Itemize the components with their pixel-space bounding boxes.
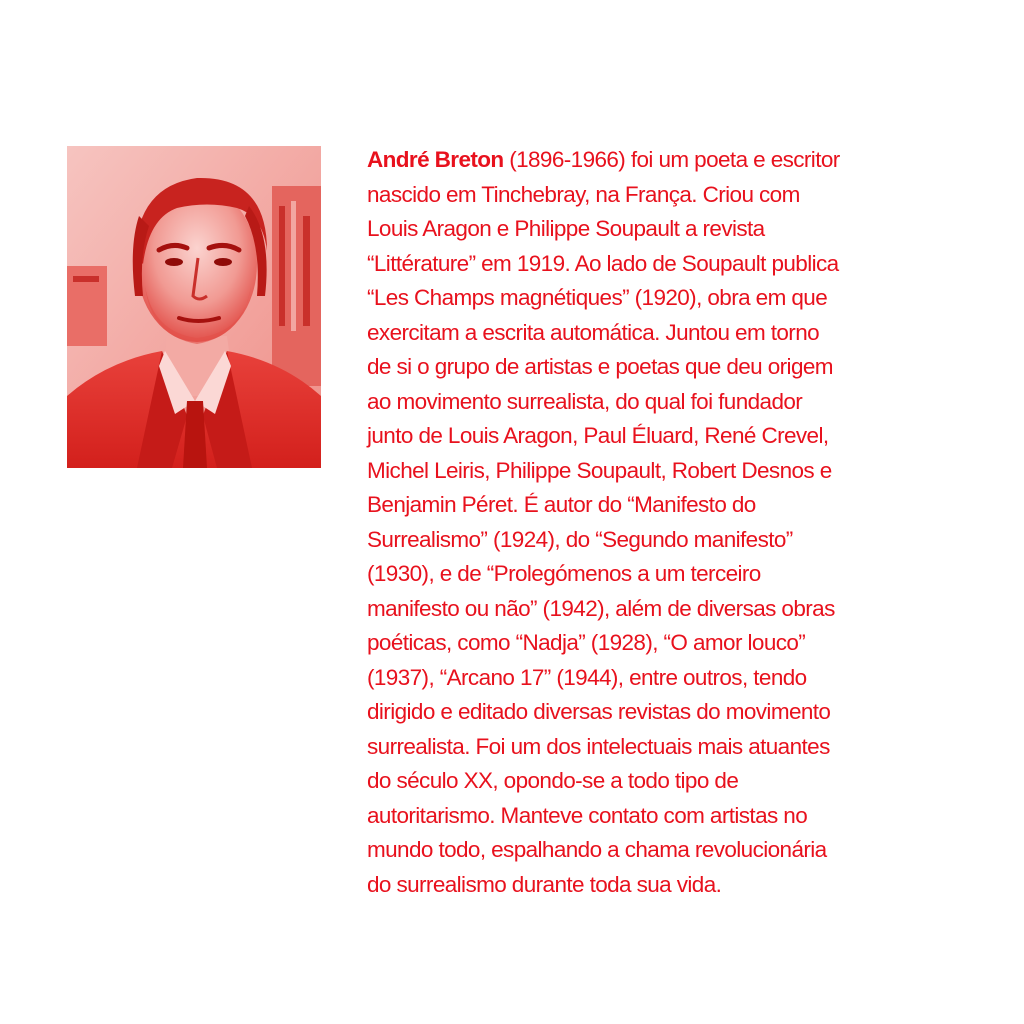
bio-line: do século XX, opondo-se a todo tipo de: [367, 768, 739, 793]
bio-line: Surrealismo” (1924), do “Segundo manifesto”: [367, 526, 793, 552]
bio-line: de si o grupo de artistas e poetas que deu origem: [367, 354, 833, 379]
bio-line: nascido em Tinchebray, na França. Criou com: [367, 181, 800, 207]
bio-line: exercitam a escrita automática. Juntou em torno: [367, 319, 820, 345]
bio-line: (1937), “Arcano 17” (1944), entre outros, tendo: [367, 664, 807, 690]
bio-line: “Les Champs magnétiques” (1920), obra em que: [367, 285, 828, 310]
bio-line: autoritarismo. Manteve contato com artistas no: [367, 802, 808, 828]
bio-line: do surrealismo durante toda sua vida.: [367, 871, 722, 897]
biography-text: [367, 143, 967, 902]
bio-line: dirigido e editado diversas revistas do movimento: [367, 699, 831, 724]
bio-line: (1930), e de “Prolegómenos a um terceiro: [367, 561, 761, 586]
portrait-illustration: [67, 146, 321, 468]
bio-line: surrealista. Foi um dos intelectuais mais atuantes: [367, 733, 830, 759]
bio-line: junto de Louis Aragon, Paul Éluard, René Crevel,: [367, 423, 829, 448]
portrait-photo: [67, 146, 321, 468]
bio-line: Michel Leiris, Philippe Soupault, Robert Desnos e: [367, 457, 832, 483]
author-name: André Breton: [367, 147, 504, 172]
bio-line: “Littérature” em 1919. Ao lado de Soupault publica: [367, 250, 839, 276]
bio-line: ao movimento surrealista, do qual foi fundador: [367, 388, 803, 414]
bio-line: Benjamin Péret. É autor do “Manifesto do: [367, 492, 756, 517]
bio-line: manifesto ou não” (1942), além de diversas obras: [367, 595, 835, 621]
bio-line-1: [367, 143, 967, 178]
bio-line: poéticas, como “Nadja” (1928), “O amor louco”: [367, 630, 806, 655]
bio-line-1-rest: (1896-1966) foi um poeta e escritor: [503, 147, 840, 172]
bio-line: Louis Aragon e Philippe Soupault a revista: [367, 216, 765, 241]
bio-line: mundo todo, espalhando a chama revolucionária: [367, 837, 827, 862]
